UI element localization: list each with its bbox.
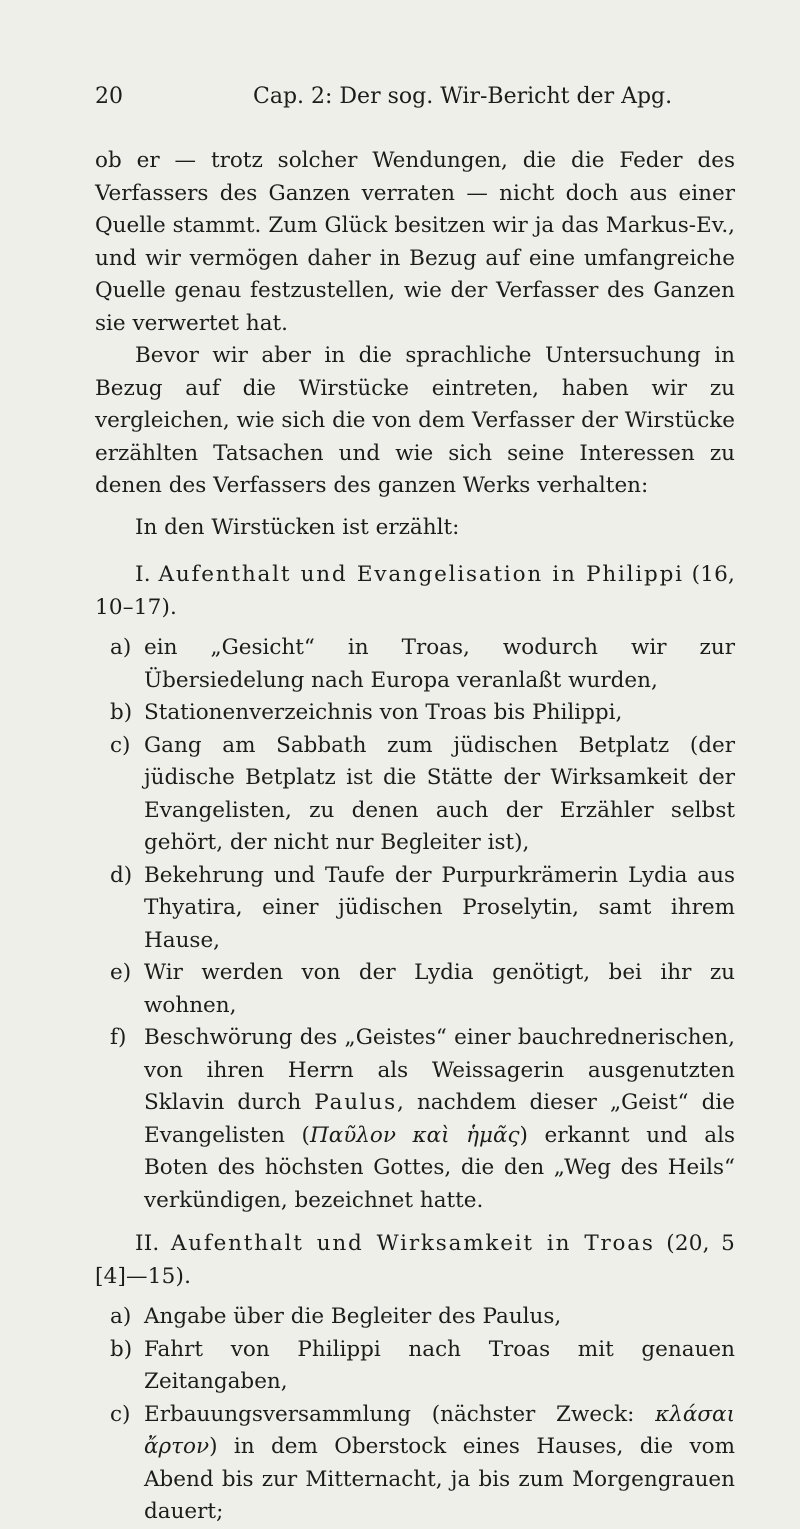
section-1-title: Aufenthalt und Evangelisation in Philippi	[158, 562, 684, 587]
list-item-text-start: Beschwörung des „Geistes“ einer bauchrednerischen, von ihren Herrn als Weissagerin ausgenutzten Sklavin durch	[144, 1025, 735, 1115]
list-item-text-start: Erbauungsversammlung (nächster Zweck:	[144, 1401, 656, 1427]
list-item-1b	[110, 697, 735, 730]
section-1-reference: (16, 10–17).	[95, 562, 735, 620]
list-item-2b	[110, 1334, 735, 1399]
list-item-text-end: ) erkannt und als Boten des höchsten Gottes, die den „Weg des Heils“ verkündigen, bezeichnet hatte.	[144, 1122, 735, 1213]
list-item-text: Wir werden von der Lydia genötigt, bei ihr zu wohnen,	[144, 960, 735, 1018]
list-marker: a)	[110, 1304, 132, 1329]
list-item-text-middle: , nachdem dieser „Geist“ die Evangelisten (	[144, 1090, 736, 1148]
list-item-1c	[110, 730, 735, 860]
greek-quotation: Παῦλον καὶ ἡμᾶς	[309, 1122, 520, 1148]
list-marker: c)	[110, 732, 131, 758]
list-item-text: Fahrt von Philippi nach Troas mit genauen Zeitangaben,	[144, 1336, 735, 1394]
list-marker: a)	[110, 635, 132, 660]
list-marker: b)	[110, 700, 133, 725]
section-2-list	[95, 1301, 735, 1529]
section-2-number: II.	[135, 1231, 160, 1256]
list-marker: f)	[110, 1025, 127, 1050]
list-item-2a	[110, 1301, 735, 1334]
list-marker: d)	[110, 862, 133, 888]
list-marker: e)	[110, 960, 132, 985]
list-item-text: Bekehrung und Taufe der Purpurkrämerin Lydia aus Thyatira, einer jüdischen Proselytin, samt ihrem Hause,	[144, 862, 735, 953]
section-1-number: I.	[135, 562, 151, 587]
section-2-heading	[95, 1228, 735, 1293]
list-item-2c	[110, 1399, 735, 1529]
list-item-text: ein „Gesicht“ in Troas, wodurch wir zur Übersiedelung nach Europa veranlaßt wurden,	[144, 635, 735, 693]
page-content	[95, 145, 735, 1529]
greek-quotation: κλάσαι ἄρτον	[144, 1401, 735, 1459]
intro-line: In den Wirstücken ist erzählt:	[135, 514, 460, 540]
list-item-1a	[110, 632, 735, 697]
list-item-1e	[110, 957, 735, 1022]
page-number: 20	[95, 84, 123, 109]
list-item-text: Stationenverzeichnis von Troas bis Philippi,	[144, 700, 623, 725]
list-item-text-end: ) in dem Oberstock eines Hauses, die vom Abend bis zur Mitternacht, ja bis zum Morgengrauen dauert;	[144, 1434, 735, 1524]
list-marker: c)	[110, 1401, 131, 1427]
section-1-heading	[95, 559, 735, 624]
section-2-reference: (20, 5 [4]—15).	[95, 1231, 735, 1289]
paragraph-2: Bevor wir aber in die sprachliche Untersuchung in Bezug auf die Wirstücke eintreten, haben wir zu vergleichen, wie sich die von dem Verfasser der Wirstücke erzählten Tatsachen und wie sich seine Interessen zu denen des Verfassers des ganzen Werks verhalten:	[95, 343, 735, 498]
list-marker: b)	[110, 1336, 133, 1362]
section-1-list	[95, 632, 735, 1217]
emphasized-name: Paulus	[314, 1090, 398, 1115]
running-title: Cap. 2: Der sog. Wir-Bericht der Apg.	[253, 84, 673, 109]
list-item-text: Angabe über die Begleiter des Paulus,	[144, 1304, 562, 1329]
paragraph-1: ob er — trotz solcher Wendungen, die die Feder des Verfassers des Ganzen verraten — nicht doch aus einer Quelle stammt. Zum Glück besitzen wir ja das Markus-Ev., und wir vermögen daher in Bezug auf eine umfangreiche Quelle genau festzustellen, wie der Verfasser des Ganzen sie verwertet hat.	[95, 148, 735, 336]
section-2-title: Aufenthalt und Wirksamkeit in Troas	[170, 1231, 655, 1256]
list-item-1f	[110, 1022, 736, 1217]
list-item-1d	[110, 860, 735, 958]
list-item-text: Gang am Sabbath zum jüdischen Betplatz (der jüdische Betplatz ist die Stätte der Wirksamkeit der Evangelisten, zu denen auch der Erzähler selbst gehört, der nicht nur Begleiter ist),	[144, 732, 735, 855]
